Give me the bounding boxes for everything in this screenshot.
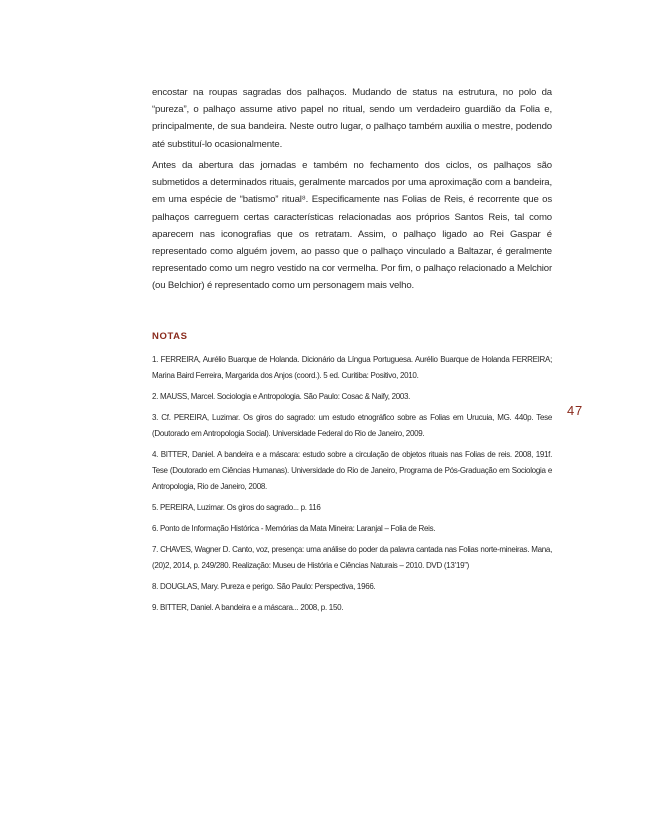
body-paragraph-2: Antes da abertura das jornadas e também no fechamento dos ciclos, os palhaços são submetidos a determinados rituais, geralmente marcados por uma aproximação com a bandeira, em uma espécie de “batismo” ritual⁸. Especificamente nas Folias de Reis, é recorrente que os palhaços carreguem certas características relacionadas aos próprios Santos Reis, tal como aparecem nas iconografias que os retratam. Assim, o palhaço ligado ao Rei Gaspar é representado como alguém jovem, ao passo que o palhaço vinculado a Baltazar, é geralmente representado como um negro vestido na cor vermelha. Por fim, o palhaço relacionado a Melchior (ou Belchior) é representado como um personagem mais velho. [152,160,552,292]
note-item-1: 1. FERREIRA, Aurélio Buarque de Holanda. Dicionário da Língua Portuguesa. Aurélio Buarque de Holanda FERREIRA; Marina Baird Ferreira, Margarida dos Anjos (coord.). 5 ed. Curitiba: Positivo, 2010. [152,355,552,380]
note-item-7: 7. CHAVES, Wagner D. Canto, voz, presença: uma análise do poder da palavra cantada nas Folias norte-mineiras. Mana, (20)2, 2014, p. 249/280. Realização: Museu de História e Ciências Naturais – 2010. DVD (13’19”) [152,545,552,570]
note-item-3: 3. Cf. PEREIRA, Luzimar. Os giros do sagrado: um estudo etnográfico sobre as Folias em Urucuia, MG. 440p. Tese (Doutorado em Antropologia Social). Universidade Federal do Rio de Janeiro, 2009. [152,413,552,438]
notes-list [152,352,552,621]
note-item-8: 8. DOUGLAS, Mary. Pureza e perigo. São Paulo: Perspectiva, 1966. [152,582,376,591]
page-number: 47 [567,403,584,418]
note-item-2: 2. MAUSS, Marcel. Sociologia e Antropologia. São Paulo: Cosac & Naify, 2003. [152,392,411,401]
notes-heading: NOTAS [152,331,188,342]
note-item-9: 9. BITTER, Daniel. A bandeira e a máscara... 2008, p. 150. [152,603,344,612]
body-paragraph-1: encostar na roupas sagradas dos palhaços. Mudando de status na estrutura, no polo da “pureza”, o palhaço assume ativo papel no ritual, sendo um verdadeiro guardião da Folia e, principalmente, de sua bandeira. Neste outro lugar, o palhaço também auxilia o mestre, podendo até substituí-lo ocasionalmente. [152,87,552,150]
note-item-4: 4. BITTER, Daniel. A bandeira e a máscara: estudo sobre a circulação de objetos rituais nas Folias de reis. 2008, 191f. Tese (Doutorado em Ciências Humanas). Universidade do Rio de Janeiro, Programa de Pós-Graduação em Sociologia e Antropologia, Rio de Janeiro, 2008. [152,450,552,491]
note-item-5: 5. PEREIRA, Luzimar. Os giros do sagrado... p. 116 [152,503,321,512]
note-item-6: 6. Ponto de Informação Histórica - Memórias da Mata Mineira: Laranjal – Folia de Reis. [152,524,436,533]
